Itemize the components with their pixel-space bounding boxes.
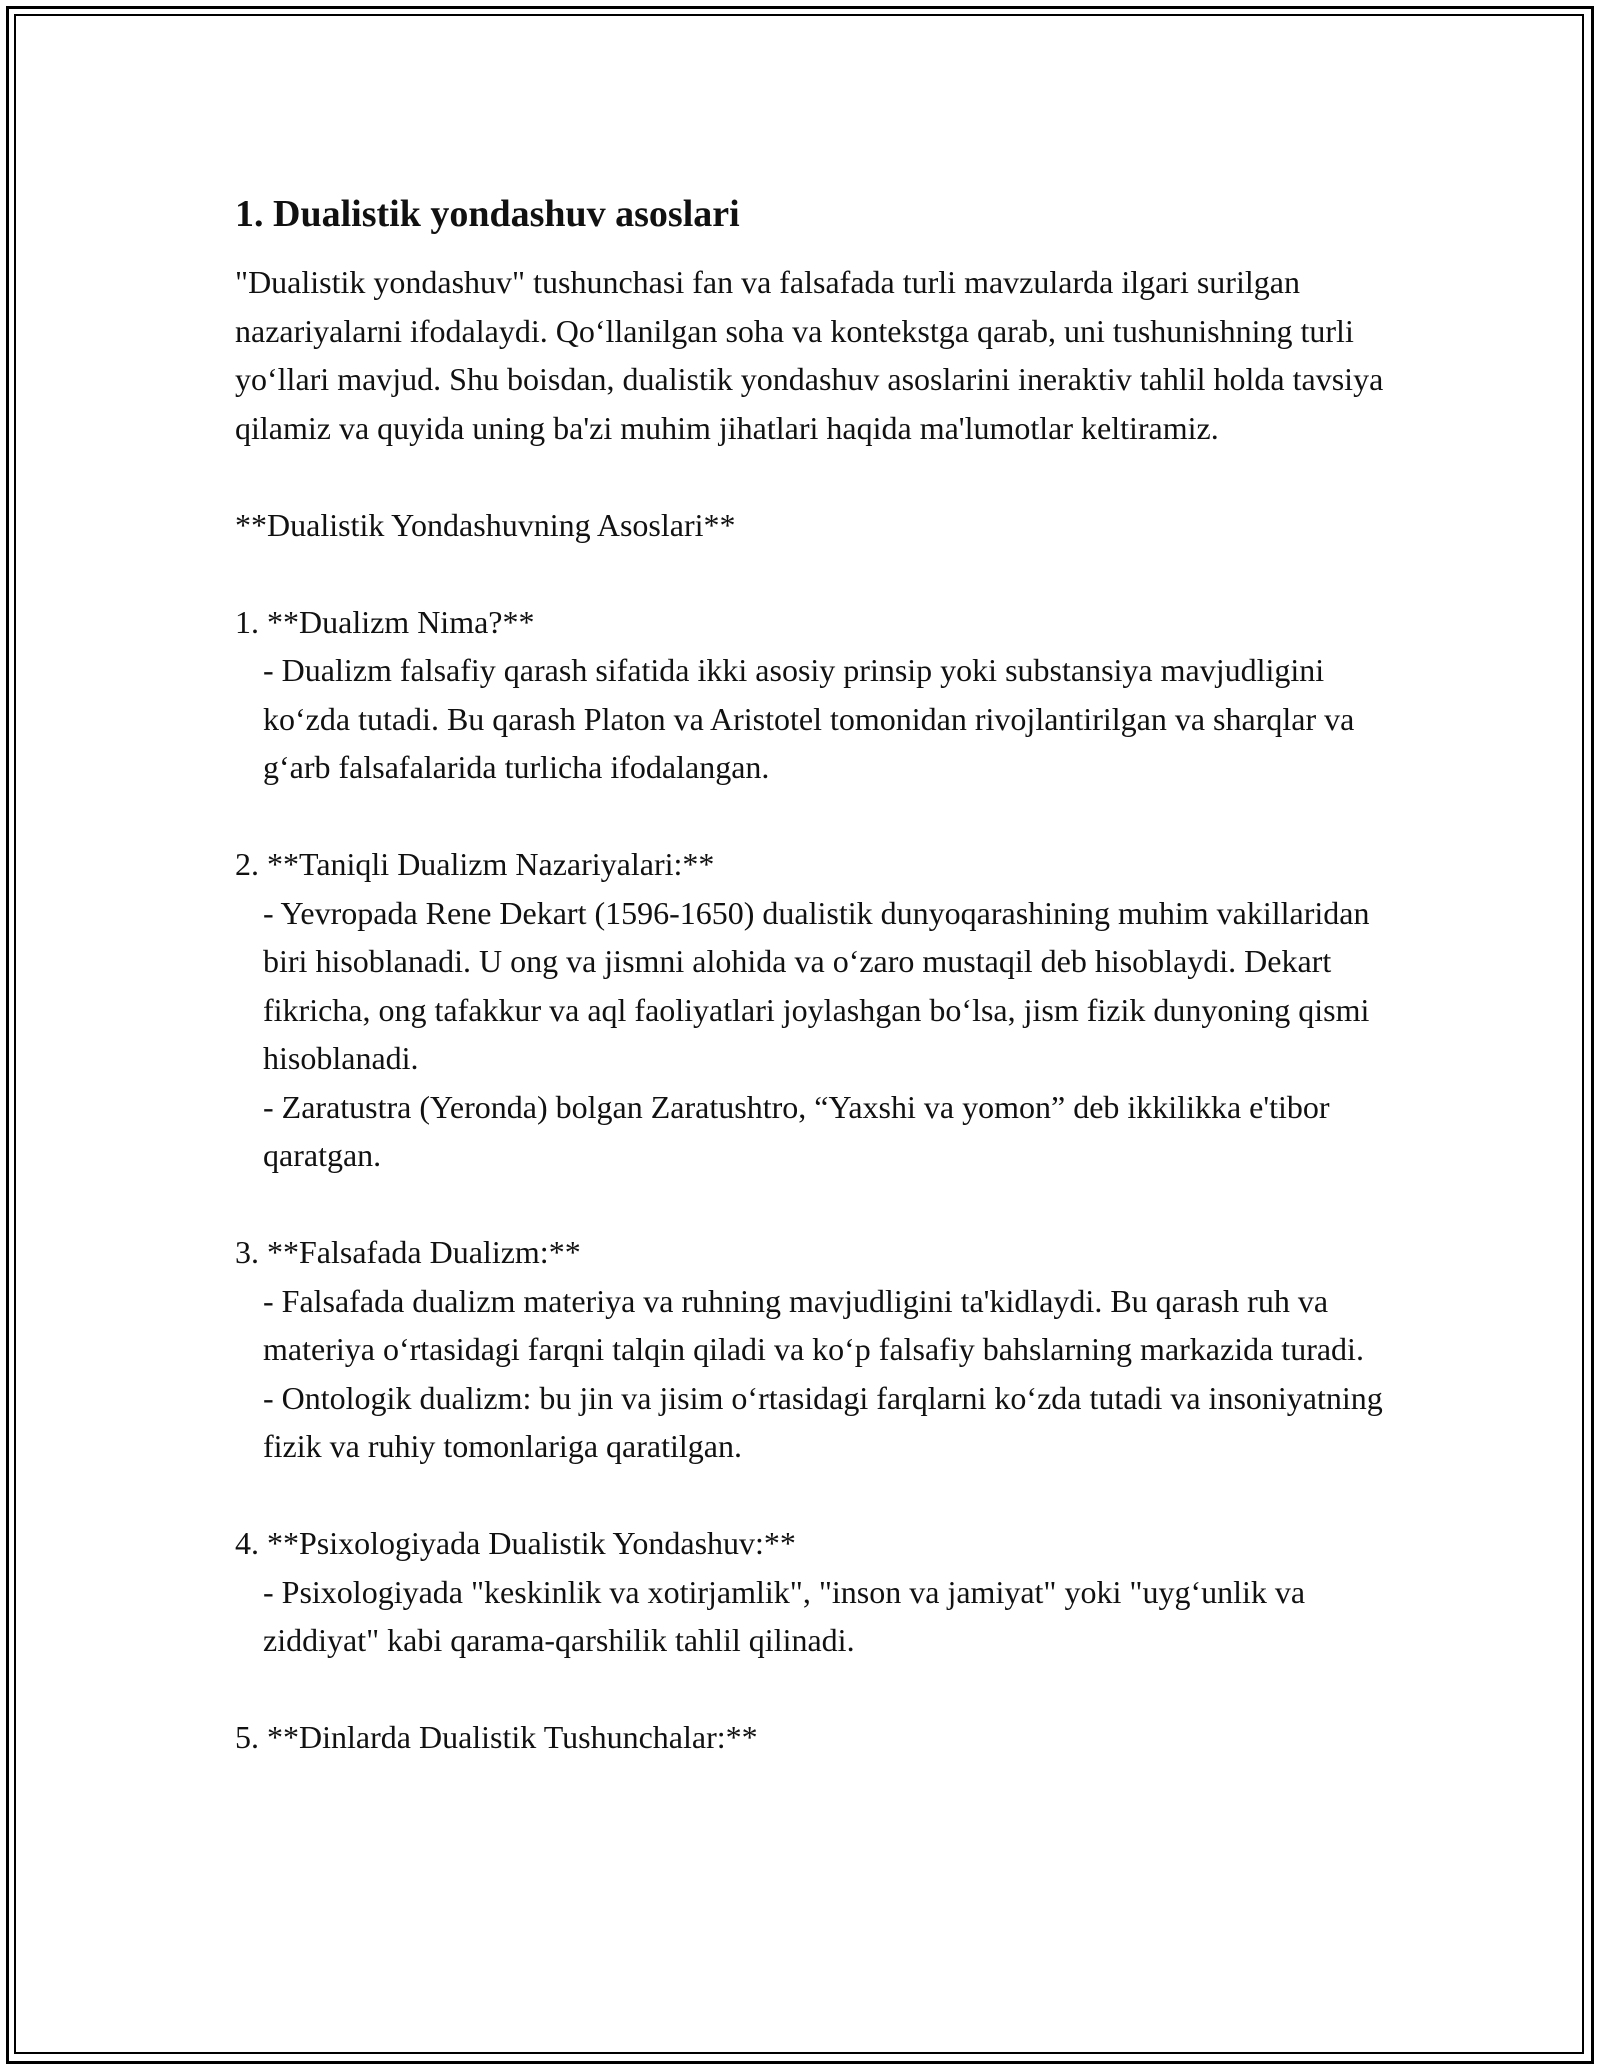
- section-heading: 4. **Psixologiyada Dualistik Yondashuv:**: [235, 1525, 796, 1561]
- section-heading: 3. **Falsafada Dualizm:**: [235, 1234, 581, 1270]
- section-bullet: - Yevropada Rene Dekart (1596-1650) dualistik dunyoqarashining muhim vakillaridan biri hisoblanadi. U ong va jismni alohida va o‘zaro mustaqil deb hisoblaydi. Dekart fikricha, ong tafakkur va aql faoliyatlari joylashgan bo‘lsa, jism fizik dunyoning qismi hisoblanadi.: [263, 894, 1378, 1076]
- spacer: [235, 1665, 1385, 1714]
- subheading: **Dualistik Yondashuvning Asoslari**: [235, 506, 736, 543]
- section-bullet: - Zaratustra (Yeronda) bolgan Zaratushtro, “Yaxshi va yomon” deb ikkilikka e'tibor qaratgan.: [263, 1088, 1338, 1173]
- intro-paragraph: "Dualistik yondashuv" tushunchasi fan va falsafada turli mavzularda ilgari surilgan nazariyalarni ifodalaydi. Qo‘llanilgan soha va kontekstga qarab, uni tushunishning turli yo‘llari mavjud. Shu boisdan, dualistik yondashuv asoslarini ineraktiv tahlil holda tavsiya qilamiz va quyida uning ba'zi muhim jihatlari haqida ma'lumotlar keltiramiz.: [235, 264, 1392, 446]
- spacer: [235, 549, 1385, 598]
- section-bullet: - Dualizm falsafiy qarash sifatida ikki asosiy prinsip yoki substansiya mavjudligini ko‘zda tutadi. Bu qarash Platon va Aristotel tomonidan rivojlantirilgan va sharqlar va g‘arb falsafalarida turlicha ifodalangan.: [263, 652, 1363, 785]
- section-bullet: - Falsafada dualizm materiya va ruhning mavjudligini ta'kidlaydi. Bu qarash ruh va materiya o‘rtasidagi farqni talqin qiladi va ko‘p falsafiy bahslarning markazida turadi.: [263, 1282, 1364, 1367]
- document-title: 1. Dualistik yondashuv asoslari: [235, 193, 740, 235]
- spacer: [235, 1180, 1385, 1229]
- section-bullet: - Ontologik dualizm: bu jin va jisim o‘rtasidagi farqlarni ko‘zda tutadi va insoniyatning fizik va ruhiy tomonlariga qaratilgan.: [263, 1379, 1391, 1464]
- spacer: [235, 792, 1385, 841]
- section-heading: 1. **Dualizm Nima?**: [235, 603, 535, 640]
- section-bullet: - Psixologiyada "keskinlik va xotirjamlik", "inson va jamiyat" yoki "uyg‘unlik va ziddiyat" kabi qarama-qarshilik tahlil qilinadi.: [263, 1573, 1314, 1658]
- spacer: [235, 452, 1385, 501]
- section-heading: 2. **Taniqli Dualizm Nazariyalari:**: [235, 846, 715, 882]
- section-heading: 5. **Dinlarda Dualistik Tushunchalar:**: [235, 1719, 758, 1755]
- spacer: [235, 1471, 1385, 1520]
- document-body: [235, 190, 1392, 1762]
